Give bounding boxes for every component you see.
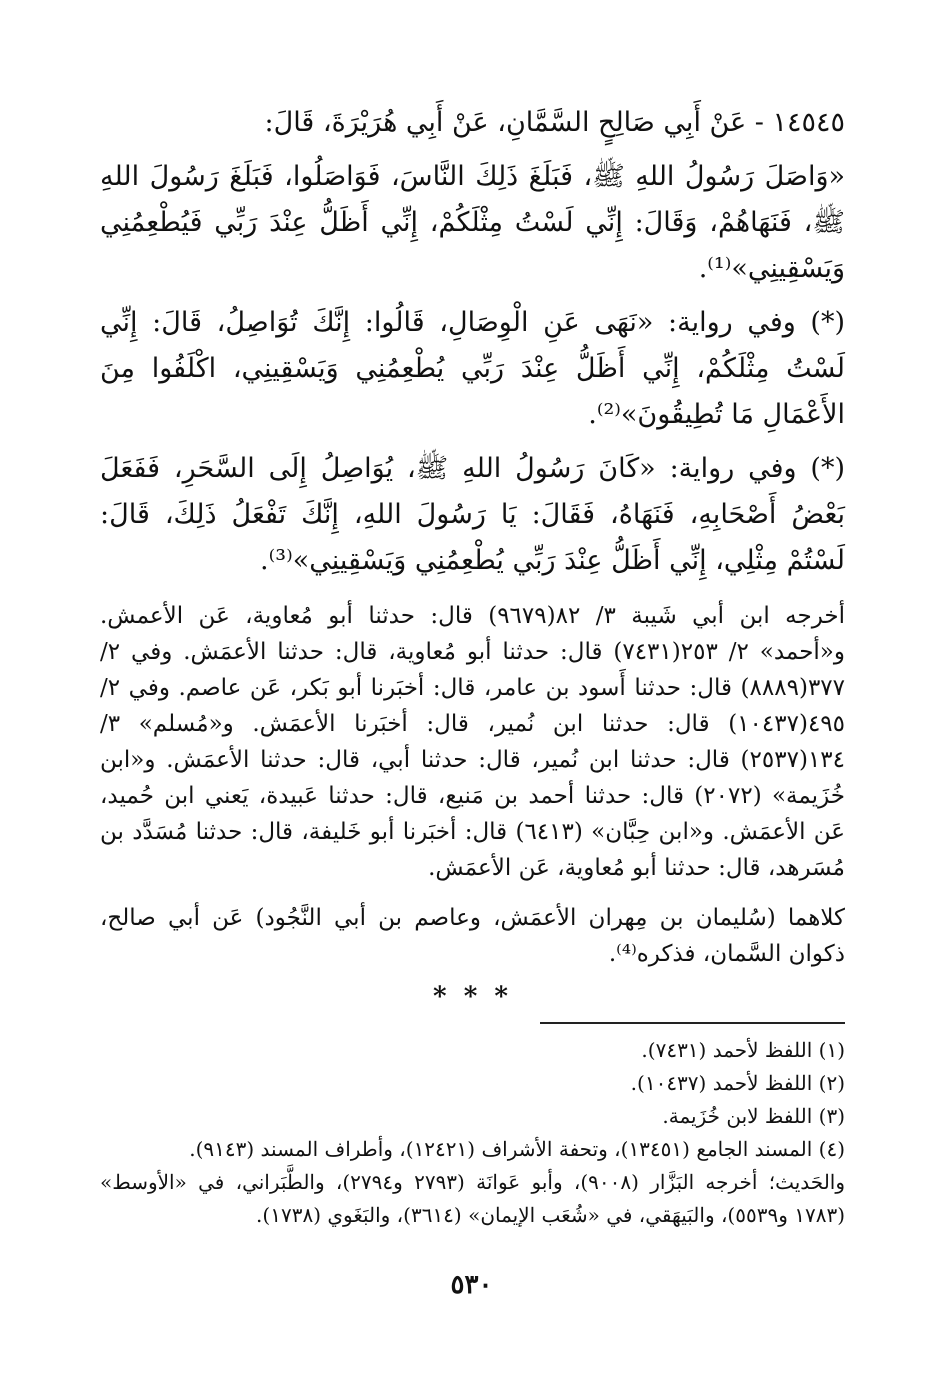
section-separator: * * *	[433, 982, 512, 1012]
footnote-2: (٢) اللفظ لأحمد (١٠٤٣٧).	[630, 1071, 845, 1095]
takhrij-paragraph: أخرجه ابن أبي شَيبة ٣/ ٨٢(٩٦٧٩) قال: حدثنا أبو مُعاوية، عَن الأعمش. و«أحمد» ٢/ ٢٥٣(٧٤٣١) قال: حدثنا أبو مُعاوية، قال: حدثنا الأعمَش. وفي ٢/ ٣٧٧(٨٨٨٩) قال: حدثنا أَسود بن عامر، قال: أخبَرنا أبو بَكر، عَن عاصم. وفي ٢/ ٤٩٥(١٠٤٣٧) قال: حدثنا ابن نُمير، قال: أخبَرنا الأعمَش. و«مُسلم» ٣/ ١٣٤(٢٥٣٧) قال: حدثنا ابن نُمير، قال: حدثنا أبي، قال: حدثنا الأعمَش. و«ابن خُزَيمة» (٢٠٧٢) قال: حدثنا أحمد بن مَنيع، قال: حدثنا عَبيدة، يَعني ابن حُميد، عَن الأعمَش. و«ابن حِبَّان» (٦٤١٣) قال: أخبَرنا أبو خَليفة، قال: حدثنا مُسَدَّد بن مُسَرهد، قال: حدثنا أبو مُعاوية، عَن الأعمَش.	[100, 603, 846, 881]
hadith-header: ١٤٥٤٥ - عَنْ أَبِي صَالِحٍ السَّمَّانِ، عَنْ أَبِي هُرَيْرَةَ، قَالَ:	[264, 107, 845, 138]
riwaya-2: (*) وفي رواية: «كَانَ رَسُولُ اللهِ ﷺ، يُوَاصِلُ إِلَى السَّحَرِ، فَفَعَلَ بَعْضُ أَصْحَابِهِ، فَنَهَاهُ، فَقَالَ: يَا رَسُولَ اللهِ، إِنَّكَ تَفْعَلُ ذَلِكَ، قَالَ: لَسْتُمْ مِثْلِي، إِنِّي أَظَلُّ عِنْدَ رَبِّي يُطْعِمُنِي وَيَسْقِينِي»⁽³⁾.	[100, 453, 845, 576]
page-number: ٥٣٠	[450, 1270, 493, 1300]
footnote-3: (٣) اللفظ لابن خُزَيمة.	[662, 1104, 845, 1128]
footnote-4-continuation: والحَديث؛ أخرجه البَزَّار (٩٠٠٨)، وأبو عَوانَة (٢٧٩٣ و٢٧٩٤)، والطَّبَراني، في «الأوسط» (١٧٨٣ و٥٥٣٩)، والبَيهَقي، في «شُعَب الإيمان» (٣٦١٤)، والبَغَوي (١٧٣٨).	[100, 1170, 845, 1227]
conclusion-paragraph: كلاهما (سُليمان بن مِهران الأعمَش، وعاصم بن أبي النَّجُود) عَن أبي صالح، ذكوان السَّمان، فذكره⁽⁴⁾.	[100, 905, 846, 967]
hadith-matn: «وَاصَلَ رَسُولُ اللهِ ﷺ، فَبَلَغَ ذَلِكَ النَّاسَ، فَوَاصَلُوا، فَبَلَغَ رَسُولَ اللهِ ﷺ، فَنَهَاهُمْ، وَقَالَ: إِنِّي لَسْتُ مِثْلَكُمْ، إِنِّي أَظَلُّ عِنْدَ رَبِّي فَيُطْعِمُنِي وَيَسْقِينِي»⁽¹⁾.	[100, 161, 845, 284]
footnote-rule	[540, 1022, 845, 1024]
footnote-4: (٤) المسند الجامع (١٣٤٥١)، وتحفة الأشراف (١٢٤٢١)، وأطراف المسند (٩١٤٣).	[189, 1137, 845, 1161]
riwaya-1: (*) وفي رواية: «نَهَى عَنِ الْوِصَالِ، قَالُوا: إِنَّكَ تُوَاصِلُ، قَالَ: إِنِّي لَسْتُ مِثْلَكُمْ، إِنِّي أَظَلُّ عِنْدَ رَبِّي يُطْعِمُنِي وَيَسْقِينِي، اكْلَفُوا مِنَ الأَعْمَالِ مَا تُطِيقُونَ»⁽²⁾.	[100, 307, 845, 430]
footnote-1: (١) اللفظ لأحمد (٧٤٣١).	[641, 1038, 845, 1062]
main-text	[100, 100, 845, 1036]
footnotes	[100, 1034, 845, 1232]
